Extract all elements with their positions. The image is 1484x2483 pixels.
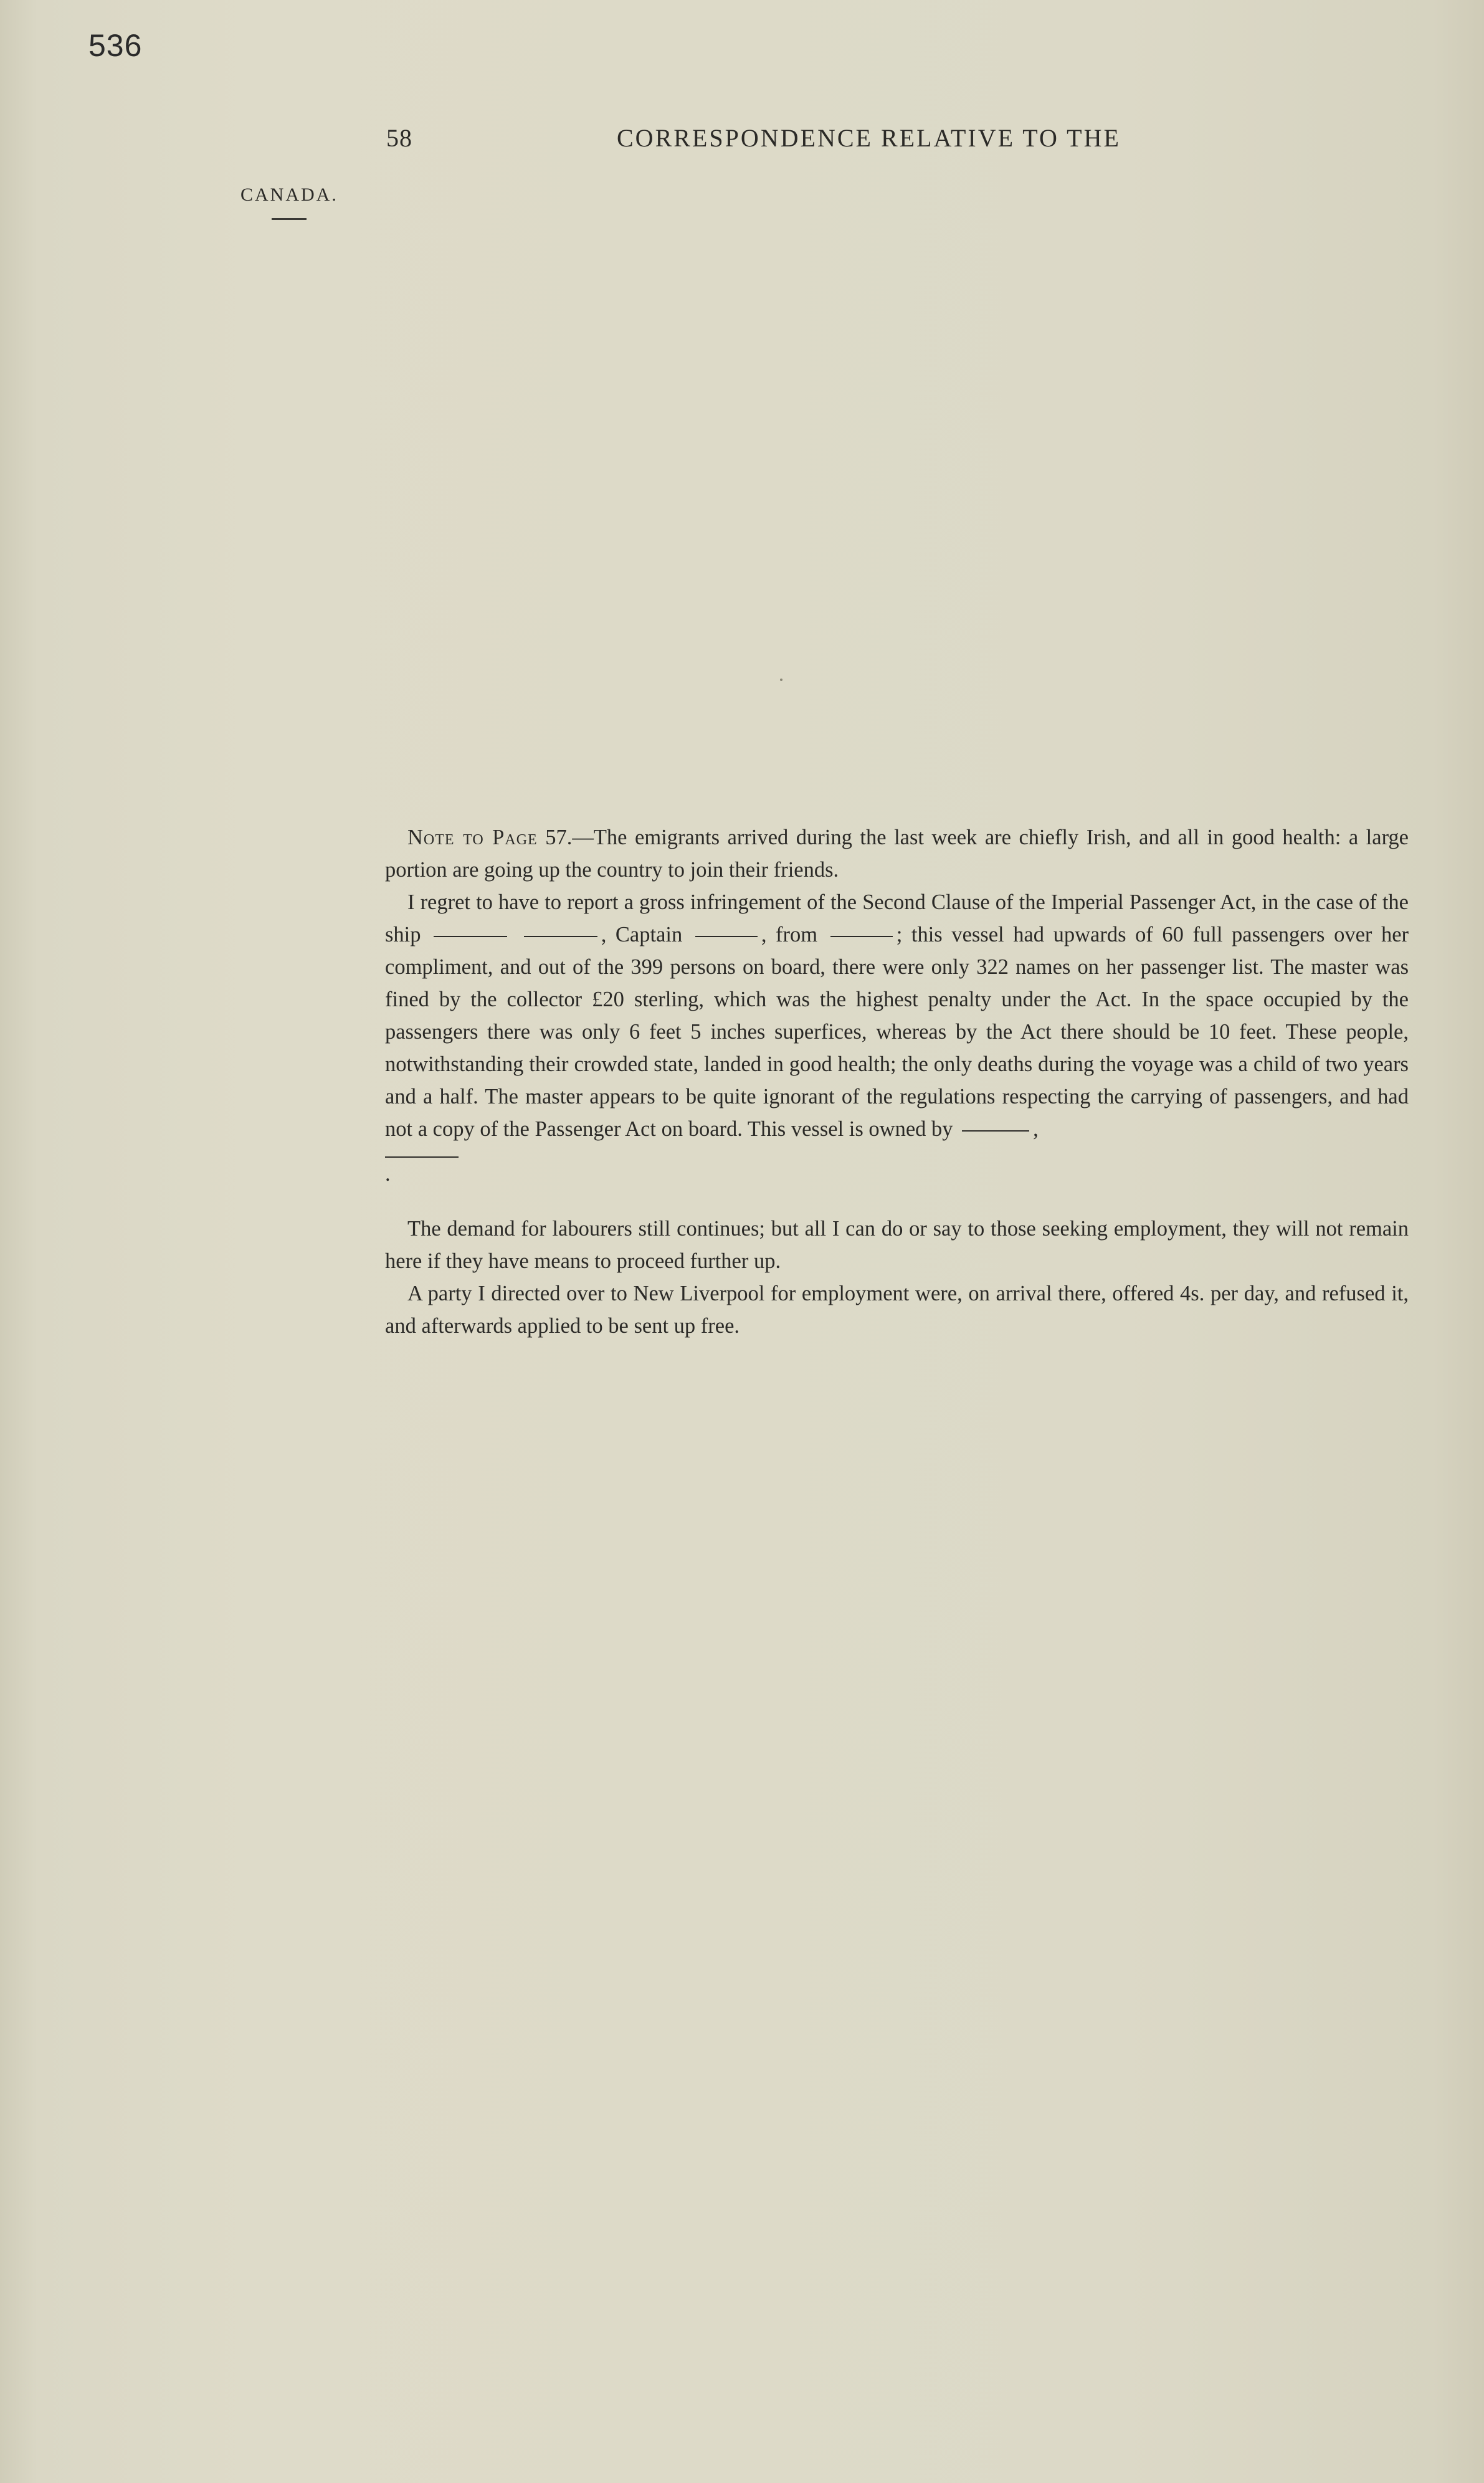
blank-dash — [695, 936, 758, 937]
note-paragraph-4: A party I directed over to New Liverpool for employment were, on arrival there, offered 4s. per day, and refused it, and afterwards applied to be sent up free. — [385, 1282, 1409, 1338]
page-number: 58 — [386, 124, 412, 152]
blank-dash — [434, 936, 507, 937]
note-paragraph-3: The demand for labourers still continues; but all I can do or say to those seeking employment, they will not remain here if they have means to proceed further up. — [385, 1217, 1409, 1273]
para2-text-2: , Captain — [601, 923, 683, 946]
para2-text-1: I regret to have to report a gross infringement of the Second Clause of the Imperial Passenger Act, in the case of the ship — [385, 890, 1409, 946]
blank-dash — [524, 936, 597, 937]
blank-dash — [830, 936, 893, 937]
note-lead: Note to Page — [407, 826, 538, 849]
note-lead-rest: 57.—The emigrants arrived during the last week are chiefly Irish, and all in good health: a large portion are going up the country to join their friends. — [385, 826, 1409, 882]
note-paragraph-2 — [385, 886, 1409, 1190]
para2-text-3: , from — [761, 923, 818, 946]
scan-page-number: 536 — [88, 28, 143, 63]
running-head — [386, 123, 1246, 161]
margin-note-rule — [272, 218, 307, 220]
margin-note: CANADA. — [240, 184, 338, 205]
paper-speck — [780, 679, 782, 681]
para2-text-6: . — [385, 1162, 391, 1186]
para2-text-5: , — [1033, 1117, 1039, 1141]
note-body — [385, 821, 1409, 1342]
blank-dash — [962, 1130, 1029, 1132]
note-paragraph-1 — [385, 821, 1409, 886]
para2-text-4: ; this vessel had upwards of 60 full passengers over her compliment, and out of the 399 persons on board, there were only 322 names on her passenger list. The master was fined by the collector £20 sterling, which was the highest penalty under the Act. In the space occupied by the passengers there was only 6 feet 5 inches superfices, whereas by the Act there should be 10 feet. These people, notwithstanding their crowded state, landed in good health; the only deaths during the voyage was a child of two years and a half. The master appears to be quite ignorant of the regulations respecting the carrying of passengers, and had not a copy of the Passenger Act on board. This vessel is owned by — [385, 923, 1409, 1141]
running-head-title: CORRESPONDENCE RELATIVE TO THE — [617, 124, 1121, 152]
owner-blank-line — [385, 1156, 459, 1158]
